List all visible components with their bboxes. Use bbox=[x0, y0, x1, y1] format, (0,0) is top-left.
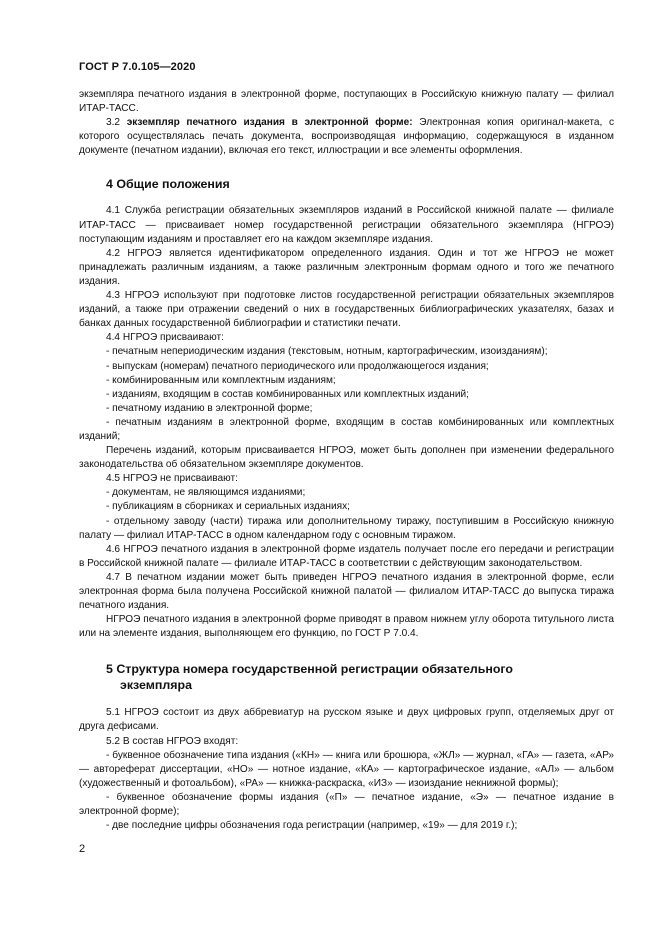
definition-term: экземпляр печатного издания в электронной форме: bbox=[126, 117, 413, 129]
list-item: - печатным непериодическим издания (текстовым, нотным, картографическим, изоизданиям); bbox=[106, 346, 548, 358]
section-5-title-line2: экземпляра bbox=[120, 678, 192, 693]
list-item: - публикациям в сборниках и сериальных изданиях; bbox=[106, 501, 350, 513]
list-item: - выпускам (номерам) печатного периодического или продолжающегося издания; bbox=[106, 360, 489, 372]
list-item: - печатному изданию в электронной форме; bbox=[106, 402, 313, 414]
list-item: - документам, не являющимся изданиями; bbox=[106, 487, 306, 499]
section-5-title bbox=[79, 661, 614, 693]
paragraph-4-7-note: НГРОЭ печатного издания в электронной форме приводят в правом нижнем углу оборота титульного листа или на элементе издания, выполняющем его функцию, по ГОСТ Р 7.0.4. bbox=[79, 614, 614, 640]
paragraph-5-1: 5.1 НГРОЭ состоит из двух аббревиатур на русском языке и двух цифровых групп, отделяемых друг от друга дефисами. bbox=[79, 707, 614, 733]
paragraph-4-2: 4.2 НГРОЭ является идентификатором определенного издания. Один и тот же НГРОЭ не может принадлежать различным изданиям, а также различным электронным формам одного и того же печатного издания. bbox=[79, 247, 614, 287]
definition-3-2 bbox=[79, 116, 614, 158]
list-item: - буквенное обозначение типа издания («КН» — книга или брошюра, «ЖЛ» — журнал, «ГА» — газета, «АР» — автореферат диссертации, «НО» — нотное издание, «КА» — картографическое издание, «АЛ» — альбом (художественный и фотоальбом), «РА» — книжка-раскраска, «ИЗ» — изоиздание некнижной формы); bbox=[79, 749, 614, 789]
document-body bbox=[79, 88, 614, 833]
list-item: - отдельному заводу (части) тиража или дополнительному тиражу, поступившим в Российскую книжную палату — филиал ИТАР-ТАСС в одном календарном году с основным тиражом. bbox=[79, 515, 614, 541]
paragraph-4-4-note: Перечень изданий, которым присваивается НГРОЭ, может быть дополнен при изменении федерального законодательства об обязательном экземпляре документов. bbox=[79, 445, 614, 471]
paragraph-4-1: 4.1 Служба регистрации обязательных экземпляров изданий в Российской книжной палате — филиале ИТАР-ТАСС — присваивает номер государственной регистрации обязательного экземпляра (НГРОЭ) поступающим изданиям и проставляет его на каждом экземпляре издания. bbox=[79, 205, 614, 245]
definition-text: Электронная копия оригинал-макета, с которого осуществлялась печать документа, воспроизводящая информацию, содержащуюся в изданном документе (печатном издании), включая его текст, иллюстрации и все элементы оформления. bbox=[79, 117, 615, 157]
document-code-header: ГОСТ Р 7.0.105—2020 bbox=[79, 61, 196, 73]
section-5-title-line1: 5 Структура номера государственной регистрации обязательного bbox=[106, 662, 513, 677]
list-item: - комбинированным или комплектным изданиям; bbox=[106, 374, 336, 386]
list-item: - изданиям, входящим в состав комбинированных или комплектных изданий; bbox=[106, 388, 469, 400]
paragraph-5-2: 5.2 В состав НГРОЭ входят: bbox=[106, 735, 239, 747]
list-item: - печатным изданиям в электронной форме, входящим в состав комбинированных или комплектных изданий; bbox=[79, 416, 614, 442]
paragraph-4-6: 4.6 НГРОЭ печатного издания в электронной форме издатель получает после его передачи и регистрации в Российской книжной палате — филиале ИТАР-ТАСС в соответствии с действующим законодательством. bbox=[79, 543, 614, 569]
list-item: - две последние цифры обозначения года регистрации (например, «19» — для 2019 г.); bbox=[106, 820, 518, 832]
section-4-title: 4 Общие положения bbox=[106, 177, 230, 192]
page-number: 2 bbox=[79, 843, 86, 855]
definition-number: 3.2 bbox=[106, 117, 121, 129]
list-item: - буквенное обозначение формы издания («П» — печатное издание, «Э» — печатное издание в электронной форме); bbox=[79, 791, 614, 818]
intro-paragraph: экземпляра печатного издания в электронной форме, поступающих в Российскую книжную палату — филиал ИТАР-ТАСС. bbox=[79, 89, 614, 115]
paragraph-4-4: 4.4 НГРОЭ присваивают: bbox=[106, 332, 224, 344]
paragraph-4-5: 4.5 НГРОЭ не присваивают: bbox=[106, 473, 238, 485]
paragraph-4-7: 4.7 В печатном издании может быть приведен НГРОЭ печатного издания в электронной форме, если электронная форма была получена Российской книжной палатой — филиалом ИТАР-ТАСС до выпуска тиража печатного издания. bbox=[79, 571, 614, 612]
paragraph-4-3: 4.3 НГРОЭ используют при подготовке листов государственной регистрации обязательных экземпляров изданий, а также при отражении сведений о них в государственных библиографических указателях, базах и банках данных государственной библиографии и статистики печати. bbox=[79, 290, 614, 330]
